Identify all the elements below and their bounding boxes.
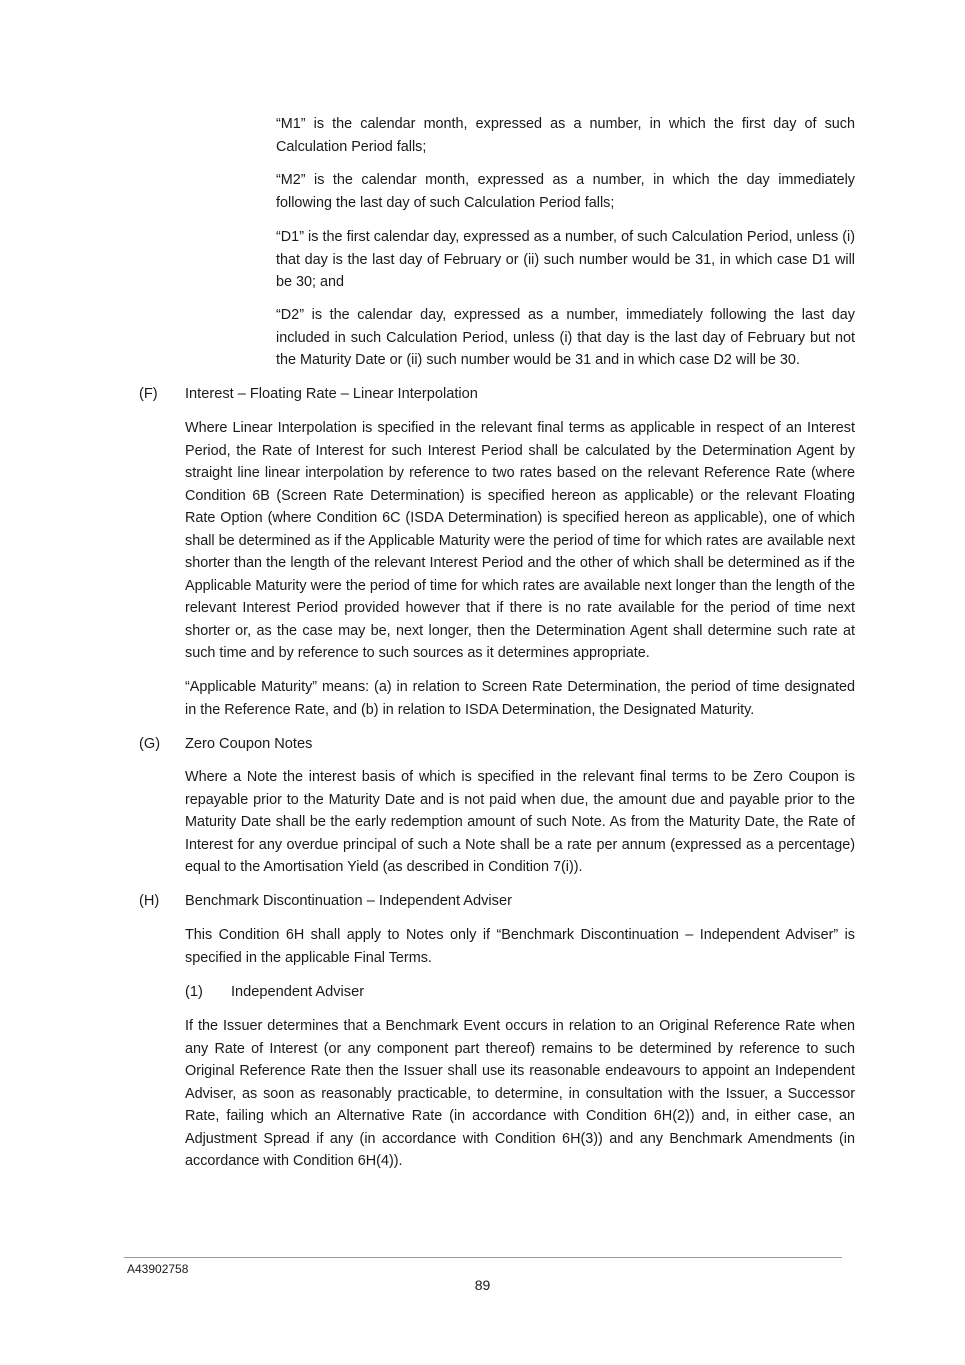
document-reference: A43902758 (127, 1262, 189, 1276)
section-h-heading (139, 890, 512, 913)
section-f-paragraph-1: Where Linear Interpolation is specified in the relevant final terms as applicable in respect of an Interest Period, the Rate of Interest for such Interest Period shall be calculated by the Determination Agent by straight line linear interpolation by reference to two rates based on the relevant Reference Rate (where Condition 6B (Screen Rate Determination) is specified hereon as applicable) or the relevant Floating Rate Option (where Condition 6C (ISDA Determination) is specified hereon as applicable), one of which shall be determined as if the Applicable Maturity were the period of time for which rates are available next shorter than the length of the relevant Interest Period and the other of which shall be determined as if the Applicable Maturity were the period of time for which rates are available next longer than the length of the relevant Interest Period provided however that if there is no rate available for the period of time next shorter or, as the case may be, next longer, then the Determination Agent shall determine such rate at such time and by reference to such sources as it determines appropriate. (185, 420, 855, 661)
section-f-title: Interest – Floating Rate – Linear Interpolation (185, 386, 478, 402)
section-g-heading (139, 733, 312, 756)
section-g-title: Zero Coupon Notes (185, 736, 313, 752)
definition-d1: “D1” is the first calendar day, expressed as a number, of such Calculation Period, unless (i) that day is the last day of February or (ii) such number would be 31, in which case D1 will be 30; and (276, 229, 855, 290)
subsection-1-heading (185, 981, 364, 1004)
subsection-1-paragraph: If the Issuer determines that a Benchmark Event occurs in relation to an Original Reference Rate when any Rate of Interest (or any component part thereof) remains to be determined by reference to such Original Reference Rate then the Issuer shall use its reasonable endeavours to appoint an Independent Adviser, as soon as reasonably practicable, to determine, in consultation with the Issuer, a Successor Rate, failing which an Alternative Rate (in accordance with Condition 6H(2)) and, in either case, an Adjustment Spread if any (in accordance with Condition 6H(3)) and any Benchmark Amendments (in accordance with Condition 6H(4)). (185, 1018, 855, 1169)
section-h-title: Benchmark Discontinuation – Independent Adviser (185, 893, 512, 909)
section-f-paragraph-2: “Applicable Maturity” means: (a) in relation to Screen Rate Determination, the period of time designated in the Reference Rate, and (b) in relation to ISDA Determination, the Designated Maturity. (185, 679, 855, 718)
section-f-heading (139, 383, 478, 406)
section-h-paragraph-1: This Condition 6H shall apply to Notes only if “Benchmark Discontinuation – Independent Adviser” is specified in the applicable Final Terms. (185, 927, 855, 966)
subsection-1-title: Independent Adviser (231, 984, 365, 1000)
footer-divider (124, 1257, 842, 1258)
definition-d2: “D2” is the calendar day, expressed as a number, immediately following the last day included in such Calculation Period, unless (i) that day is the last day of February but not the Maturity Date or (ii) such number would be 31 and in which case D2 will be 30. (276, 307, 855, 368)
subsection-1-number: (1) (185, 984, 203, 1000)
page-number: 89 (474, 1277, 491, 1293)
definition-m1: “M1” is the calendar month, expressed as a number, in which the first day of such Calculation Period falls; (276, 116, 855, 155)
definition-m2: “M2” is the calendar month, expressed as a number, in which the day immediately following the last day of such Calculation Period falls; (276, 172, 855, 211)
section-h-number: (H) (139, 893, 160, 909)
section-g-paragraph-1: Where a Note the interest basis of which is specified in the relevant final terms to be Zero Coupon is repayable prior to the Maturity Date and is not paid when due, the amount due and payable prior to the Maturity Date shall be the early redemption amount of such Note. As from the Maturity Date, the Rate of Interest for any overdue principal of such a Note shall be a rate per annum (expressed as a percentage) equal to the Amortisation Yield (as described in Condition 7(i)). (185, 769, 855, 875)
section-f-number: (F) (139, 386, 158, 402)
section-g-number: (G) (139, 736, 161, 752)
